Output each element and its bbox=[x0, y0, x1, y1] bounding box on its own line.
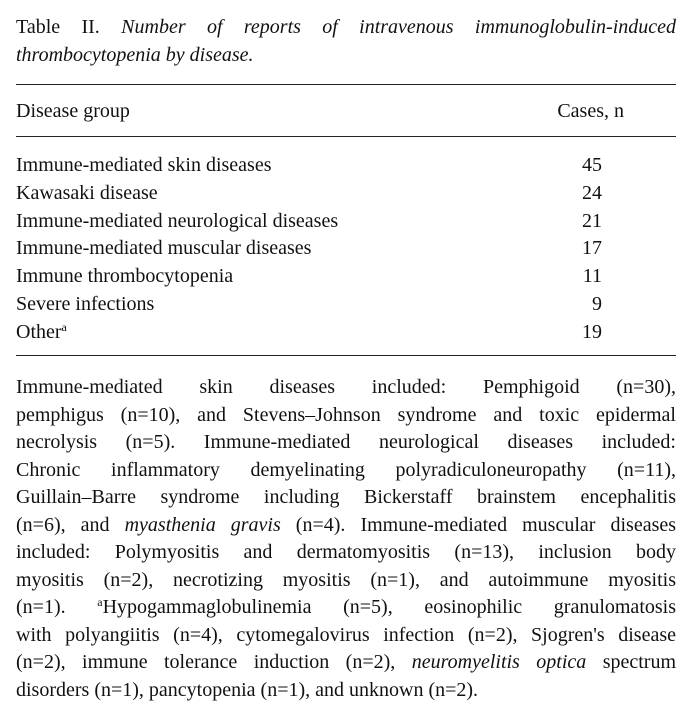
case-count: 11 bbox=[582, 265, 602, 288]
footnote-text: (n=4). Immune-mediated muscular diseases bbox=[280, 513, 676, 536]
case-count: 17 bbox=[582, 237, 602, 260]
case-count: 45 bbox=[582, 154, 602, 176]
footnote-text: (n=2), immune tolerance induction (n=2), bbox=[16, 651, 412, 673]
case-count: 19 bbox=[582, 320, 602, 343]
footnote-text: necrolysis (n=5). Immune-mediated neurological diseases included: bbox=[16, 431, 676, 453]
table-row bbox=[16, 291, 676, 319]
caption-title-1: Number of reports of intravenous immunoglobulin-induced bbox=[121, 16, 676, 38]
table-body bbox=[16, 152, 676, 347]
table-row bbox=[16, 235, 676, 263]
footnote-text: neuromyelitis optica bbox=[411, 651, 587, 673]
caption-label: Table II. bbox=[16, 16, 100, 38]
disease-group: Kawasaki disease bbox=[16, 181, 158, 204]
footnote-text: Hypogammaglobulinemia (n=5), eosinophilic granulomatosis bbox=[102, 596, 676, 618]
table-row bbox=[16, 180, 676, 208]
case-count: 21 bbox=[582, 209, 602, 232]
footnote-text: (n=6), and bbox=[16, 513, 125, 536]
footnote-text: disorders (n=1), pancytopenia (n=1), and unknown (n=2). bbox=[16, 678, 479, 701]
footnote-line bbox=[16, 539, 676, 567]
footnote-line bbox=[16, 457, 676, 485]
top-rule bbox=[16, 84, 676, 85]
footnote-line bbox=[16, 512, 676, 540]
footnote-text: Chronic inflammatory demyelinating polyradiculoneuropathy (n=11), bbox=[16, 458, 676, 481]
disease-group: Immune thrombocytopenia bbox=[16, 265, 234, 288]
footnote-line bbox=[16, 677, 676, 705]
footnote-text: included: Polymyositis and dermatomyositis (n=13), inclusion body bbox=[16, 541, 676, 563]
caption-line-1 bbox=[16, 14, 676, 42]
bottom-rule bbox=[16, 355, 676, 356]
header-cases: Cases, n bbox=[557, 100, 624, 122]
caption-title-2: thrombocytopenia by disease. bbox=[16, 43, 254, 66]
disease-group: Other bbox=[16, 320, 62, 343]
case-count: 9 bbox=[592, 292, 602, 315]
table-caption bbox=[16, 14, 676, 69]
header-rule bbox=[16, 136, 676, 137]
table-row bbox=[16, 152, 676, 180]
disease-group: Severe infections bbox=[16, 292, 155, 315]
footnote-line bbox=[16, 649, 676, 677]
footnote-line bbox=[16, 594, 676, 622]
footnote-text: pemphigus (n=10), and Stevens–Johnson syndrome and toxic epidermal bbox=[16, 403, 676, 426]
footnote-text: Immune-mediated skin diseases included: Pemphigoid (n=30), bbox=[16, 376, 676, 398]
footnote-line bbox=[16, 402, 676, 430]
footnote-text: spectrum bbox=[586, 651, 676, 673]
table-header bbox=[16, 97, 676, 125]
table-row bbox=[16, 319, 676, 347]
footnote-text: (n=1). bbox=[16, 596, 98, 618]
disease-group: Immune-mediated neurological diseases bbox=[16, 209, 339, 232]
table-footnote bbox=[16, 374, 676, 704]
footnote-line bbox=[16, 622, 676, 650]
caption-line-2 bbox=[16, 42, 676, 70]
disease-group: Immune-mediated muscular diseases bbox=[16, 237, 312, 260]
footnote-text: myositis (n=2), necrotizing myositis (n=1), and autoimmune myositis bbox=[16, 568, 676, 591]
disease-group: Immune-mediated skin diseases bbox=[16, 154, 272, 176]
footnote-text: myasthenia gravis bbox=[124, 513, 281, 536]
footnote-text: with polyangiitis (n=4), cytomegalovirus infection (n=2), Sjogren's disease bbox=[16, 623, 676, 646]
footnote-line bbox=[16, 567, 676, 595]
footnote-line bbox=[16, 374, 676, 402]
footnote-marker: a bbox=[97, 595, 103, 609]
header-disease-group: Disease group bbox=[16, 100, 130, 122]
table-row bbox=[16, 263, 676, 291]
footnote-line bbox=[16, 484, 676, 512]
case-count: 24 bbox=[582, 181, 602, 204]
footnote-line bbox=[16, 429, 676, 457]
table-row bbox=[16, 208, 676, 236]
footnote-text: Guillain–Barre syndrome including Bickerstaff brainstem encephalitis bbox=[16, 486, 676, 508]
footnote-marker: a bbox=[61, 319, 67, 334]
